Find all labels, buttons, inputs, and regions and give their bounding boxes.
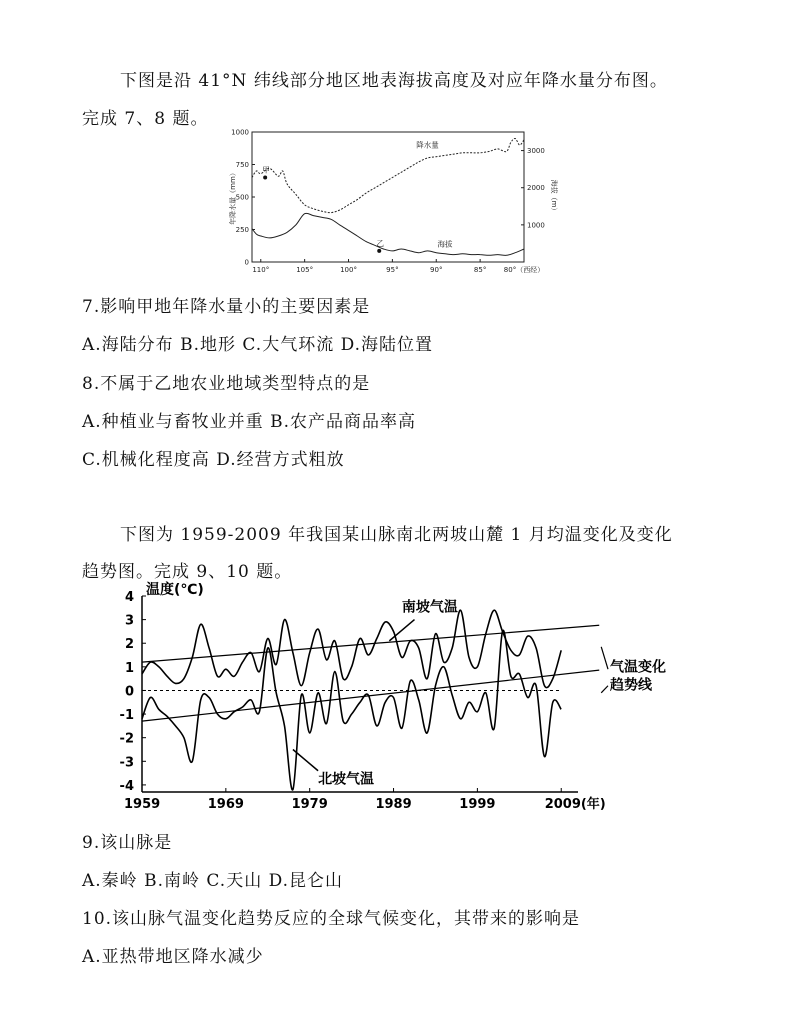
x-tick-label: 100° bbox=[340, 266, 357, 274]
y-axis-label: 温度(℃) bbox=[146, 582, 204, 598]
series-label-north: 北坡气温 bbox=[318, 771, 375, 788]
x-tick-label: 1979 bbox=[291, 797, 328, 810]
y-tick-label: -4 bbox=[119, 778, 134, 794]
y-left-tick-label: 1000 bbox=[231, 128, 249, 137]
question-10-option-a: A.亚热带地区降水减少 bbox=[82, 947, 264, 967]
y-left-tick-label: 0 bbox=[244, 258, 249, 267]
x-tick-label: 85° bbox=[473, 266, 487, 274]
annotation-label: 乙 bbox=[376, 238, 384, 248]
series-label-precipitation: 降水量 bbox=[416, 140, 439, 150]
y-left-tick-label: 500 bbox=[235, 193, 249, 202]
x-tick-label: 1989 bbox=[375, 797, 412, 810]
chart-elevation-precipitation bbox=[228, 126, 558, 276]
x-tick-label: 2009(年) bbox=[544, 797, 606, 810]
trend-line bbox=[142, 625, 599, 662]
annotation-point bbox=[377, 249, 381, 253]
y-tick-label: 0 bbox=[124, 684, 134, 700]
series-line-precipitation bbox=[252, 138, 524, 212]
y-tick-label: 3 bbox=[124, 613, 134, 629]
series-line-elevation bbox=[252, 213, 524, 255]
y-right-tick-label: 3000 bbox=[527, 147, 545, 156]
y-tick-label: -3 bbox=[119, 755, 134, 771]
y-tick-label: 2 bbox=[124, 637, 134, 653]
x-tick-label: 1969 bbox=[207, 797, 244, 810]
intro-2b: 趋势图。完成 9、10 题。 bbox=[82, 562, 293, 582]
question-8-options-1: A.种植业与畜牧业并重 B.农产品商品率高 bbox=[82, 412, 416, 432]
trend-line bbox=[142, 670, 599, 721]
y-left-tick-label: 750 bbox=[235, 161, 249, 169]
y-left-axis-label: 年降水量（mm） bbox=[229, 169, 237, 225]
intro-1a: 下图是沿 41°N 纬线部分地区地表海拔高度及对应年降水量分布图。 bbox=[120, 71, 668, 91]
x-tick-label: 105° bbox=[296, 266, 314, 274]
question-10: 10.该山脉气温变化趋势反应的全球气候变化，其带来的影响是 bbox=[82, 909, 581, 929]
question-9: 9.该山脉是 bbox=[82, 833, 173, 853]
x-tick-label: 1959 bbox=[124, 797, 161, 810]
y-tick-label: -2 bbox=[119, 731, 134, 747]
y-tick-label: -1 bbox=[119, 708, 134, 724]
trend-legend-pointer bbox=[601, 686, 608, 693]
y-tick-label: 4 bbox=[124, 590, 134, 605]
y-right-tick-label: 2000 bbox=[527, 184, 545, 193]
question-9-options: A.秦岭 B.南岭 C.天山 D.昆仑山 bbox=[82, 871, 344, 891]
trend-legend-pointer bbox=[601, 647, 608, 669]
intro-1b: 完成 7、8 题。 bbox=[82, 109, 209, 129]
y-tick-label: 1 bbox=[124, 660, 134, 676]
x-tick-label: 90° bbox=[430, 266, 443, 274]
series-label-south: 南坡气温 bbox=[401, 599, 458, 616]
x-tick-label: 95° bbox=[386, 266, 399, 274]
chart-temperature-trend bbox=[100, 580, 720, 810]
question-7: 7.影响甲地年降水量小的主要因素是 bbox=[82, 297, 371, 317]
y-right-tick-label: 1000 bbox=[527, 221, 545, 230]
y-left-tick-label: 250 bbox=[235, 226, 249, 234]
question-8-options-2: C.机械化程度高 D.经营方式粗放 bbox=[82, 450, 345, 470]
y-right-axis-label: 海拔（m） bbox=[550, 179, 558, 215]
series-label-elevation: 海拔 bbox=[437, 239, 453, 249]
x-tick-label: 80°（西经） bbox=[503, 266, 545, 274]
x-tick-label: 1999 bbox=[459, 797, 496, 810]
question-8: 8.不属于乙地农业地域类型特点的是 bbox=[82, 374, 371, 394]
intro-2a: 下图为 1959-2009 年我国某山脉南北两坡山麓 1 月均温变化及变化 bbox=[120, 525, 673, 545]
plot-frame bbox=[252, 132, 524, 262]
series-line-north-slope bbox=[142, 630, 561, 790]
question-7-options: A.海陆分布 B.地形 C.大气环流 D.海陆位置 bbox=[82, 335, 434, 355]
x-tick-label: 110° bbox=[252, 266, 270, 274]
annotation-label: 甲 bbox=[262, 165, 270, 175]
trend-legend-label: 气温变化 bbox=[610, 659, 666, 676]
annotation-point bbox=[263, 176, 267, 180]
trend-legend-label: 趋势线 bbox=[610, 677, 652, 694]
